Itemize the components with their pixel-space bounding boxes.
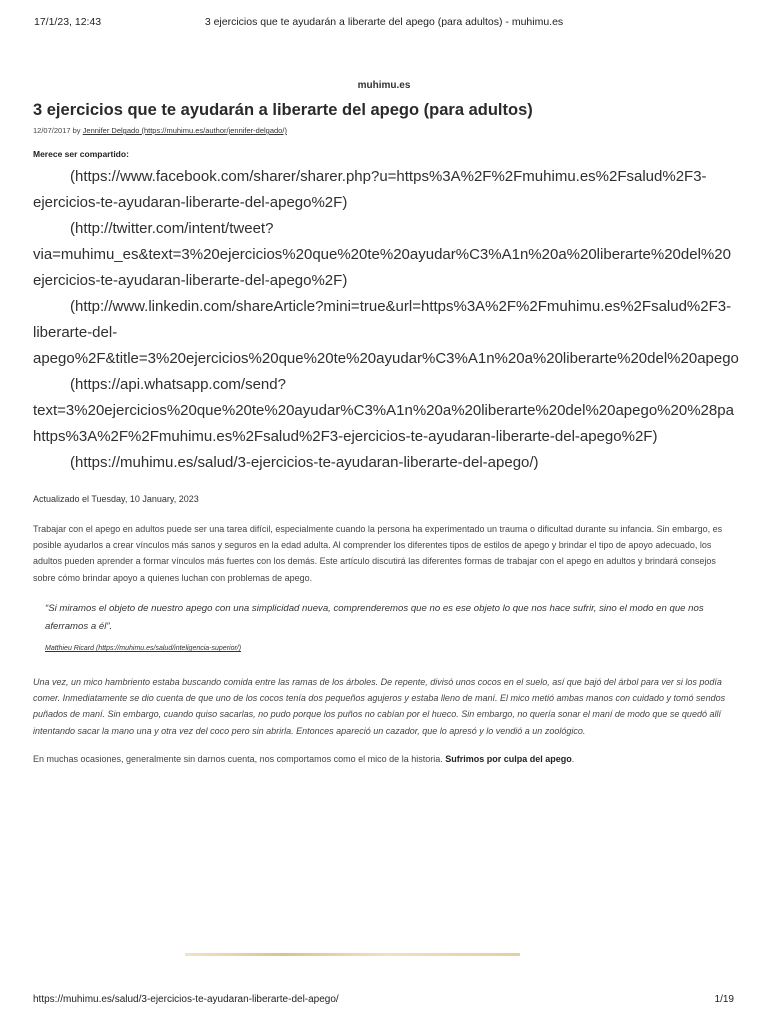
share-link-line: text=3%20ejercicios%20que%20te%20ayudar%C3%A1n%20a%20liberarte%20del%20apego%20%28pa xyxy=(33,402,734,419)
quote-text: “Si miramos el objeto de nuestro apego con una simplicidad nueva, comprenderemos que no es ese objeto lo que nos hace sufrir, sino el modo en que nos aferramos a él”. xyxy=(45,603,704,632)
closing-paragraph xyxy=(33,751,737,767)
intro-paragraph: Trabajar con el apego en adultos puede ser una tarea difícil, especialmente cuando la persona ha experimentado un trauma o dificultad durante su infancia. Sin embargo, es posible ayudarlos a crear vínculos más sanos y seguros en la edad adulta. Al comprender los diferentes tipos de estilos de apego y brindar el tipo de apoyo adecuado, los adultos pueden aprender a formar vínculos más fuertes con los demás. Este artículo discutirá las diferentes formas de trabajar con el apego en adultos y brindará consejos sobre cómo brindar apoyo a quienes luchan con problemas de apego. xyxy=(33,524,723,583)
share-link-line: (http://twitter.com/intent/tweet? xyxy=(70,220,274,237)
story-paragraph: Una vez, un mico hambriento estaba buscando comida entre las ramas de los árboles. De repente, divisó unos cocos en el suelo, así que bajó del árbol para ver si los podía comer. Inmediatamente se dio cuenta de que uno de los cocos tenía dos pequeños agujeros y estaba lleno de maní. El mico metió ambas manos con cuidado y tomó sendos puñados de maní. Sin embargo, cuando quiso sacarlas, no pudo porque los puños no cabían por el hueco. Sin embargo, no quería sonar el maní de modo que se quedó allí intentando sacar la mano una y otra vez del coco pero sin abrirla. Entonces apareció un cazador, que lo apresó y lo vendió a un zoológico. xyxy=(33,677,726,736)
author-link[interactable]: Jennifer Delgado (https://muhimu.es/author/jennifer-delgado/) xyxy=(82,126,287,135)
share-link-line: ejercicios-te-ayudaran-liberarte-del-apego%2F) xyxy=(33,272,348,289)
share-link-line: (https://muhimu.es/salud/3-ejercicios-te-ayudaran-liberarte-del-apego/) xyxy=(70,454,539,471)
share-label: Merece ser compartido: xyxy=(33,149,129,159)
share-link-permalink[interactable] xyxy=(33,450,768,476)
byline xyxy=(33,126,287,135)
article-title: 3 ejercicios que te ayudarán a liberarte del apego (para adultos) xyxy=(33,101,533,119)
closing-end: . xyxy=(571,754,575,764)
print-page-title: 3 ejercicios que te ayudarán a liberarte del apego (para adultos) - muhimu.es xyxy=(204,16,564,28)
closing-text: En muchas ocasiones, generalmente sin darnos cuenta, nos comportamos como el mico de la historia. xyxy=(33,754,443,764)
closing-bold-text: Sufrimos por culpa del apego xyxy=(445,754,572,764)
share-link-line: apego%2F&title=3%20ejercicios%20que%20te%20ayudar%C3%A1n%20a%20liberarte%20del%20apego xyxy=(33,350,739,367)
share-link-line: (https://api.whatsapp.com/send? xyxy=(70,376,286,393)
site-name[interactable]: muhimu.es xyxy=(357,80,411,91)
share-link-whatsapp[interactable] xyxy=(33,372,768,450)
share-link-twitter[interactable] xyxy=(33,216,768,294)
share-link-line: (https://www.facebook.com/sharer/sharer.php?u=https%3A%2F%2Fmuhimu.es%2Fsalud%2F3- xyxy=(70,168,707,185)
print-date: 17/1/23, 12:43 xyxy=(34,16,102,28)
byline-by: by xyxy=(72,126,81,135)
share-link-linkedin[interactable] xyxy=(33,294,768,372)
publish-date: 12/07/2017 xyxy=(33,126,71,135)
share-link-line: liberarte-del- xyxy=(33,324,118,341)
quote-author-link[interactable]: Matthieu Ricard (https://muhimu.es/salud/inteligencia-superior/) xyxy=(45,645,242,652)
share-link-line: (http://www.linkedin.com/shareArticle?mini=true&url=https%3A%2F%2Fmuhimu.es%2Fsalud%2F3- xyxy=(70,298,732,315)
share-link-facebook[interactable] xyxy=(33,164,768,216)
updated-date: Actualizado el Tuesday, 10 January, 2023 xyxy=(33,494,199,504)
share-link-line: ejercicios-te-ayudaran-liberarte-del-apego%2F) xyxy=(33,194,348,211)
page-number: 1/19 xyxy=(714,994,734,1005)
article-image-edge xyxy=(185,953,520,956)
share-link-line: via=muhimu_es&text=3%20ejercicios%20que%20te%20ayudar%C3%A1n%20a%20liberarte%20del%20 xyxy=(33,246,731,263)
print-footer-url: https://muhimu.es/salud/3-ejercicios-te-ayudaran-liberarte-del-apego/ xyxy=(33,994,339,1005)
share-link-line: https%3A%2F%2Fmuhimu.es%2Fsalud%2F3-ejercicios-te-ayudaran-liberarte-del-apego%2F) xyxy=(33,428,658,445)
